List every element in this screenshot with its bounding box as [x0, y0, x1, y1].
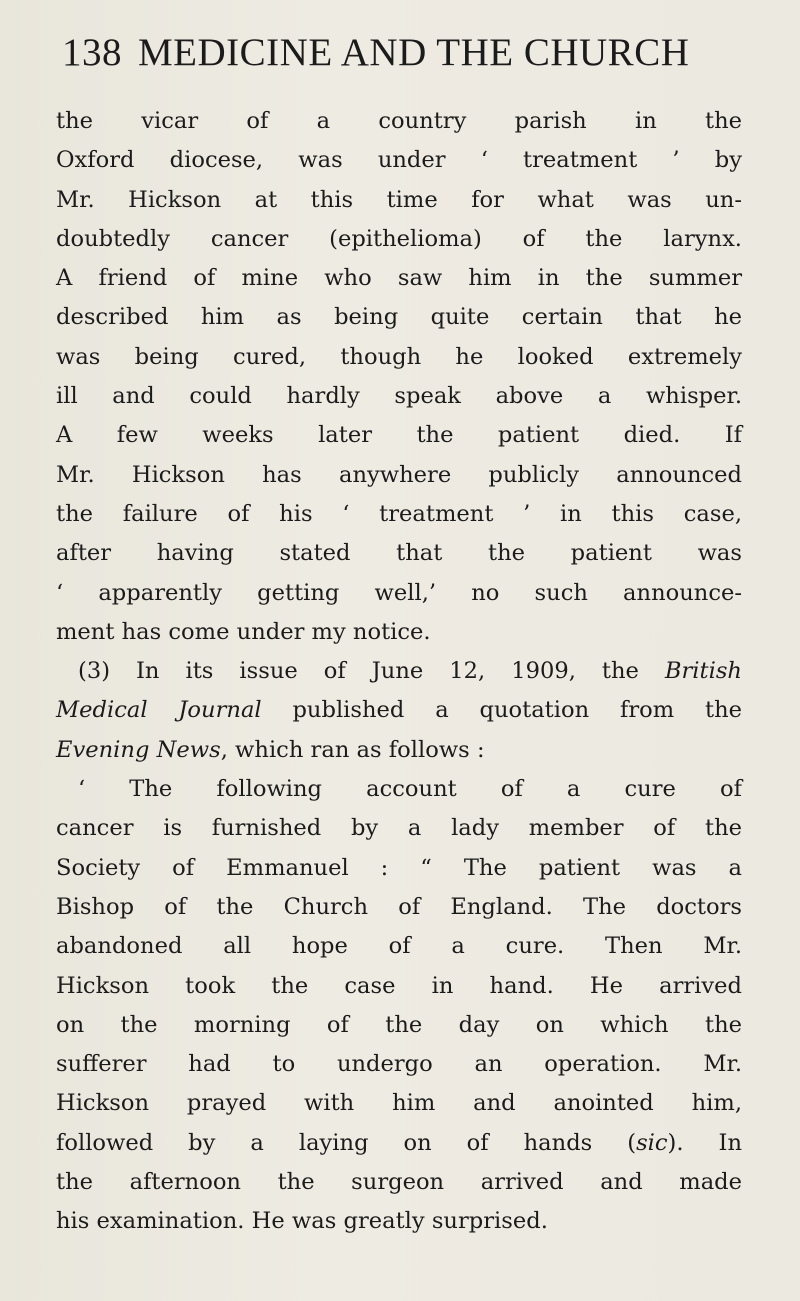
text-segment: sufferer had to undergo an operation. Mr. — [56, 1051, 742, 1078]
text-line — [56, 1084, 742, 1123]
text-line — [56, 888, 742, 927]
text-segment: the afternoon the surgeon arrived and made — [56, 1169, 742, 1196]
text-segment: , which ran as follows : — [220, 736, 485, 763]
text-line — [56, 259, 742, 298]
text-segment: ). In — [667, 1129, 743, 1156]
text-segment: ill and could hardly speak above a whisper. — [56, 383, 742, 410]
text-line — [56, 691, 742, 730]
text-segment: Bishop of the Church of England. The doctors — [56, 893, 742, 920]
text-line — [56, 770, 742, 809]
text-line — [56, 141, 742, 180]
text-segment: after having stated that the patient was — [56, 540, 742, 567]
text-segment: followed by a laying on of hands ( — [56, 1129, 637, 1156]
text-line — [56, 967, 742, 1006]
text-segment: ment has come under my notice. — [56, 618, 431, 645]
text-line — [56, 1045, 742, 1084]
text-line — [56, 809, 742, 848]
body-text — [56, 102, 742, 1242]
text-line — [56, 416, 742, 455]
text-segment: his examination. He was greatly surprised. — [56, 1208, 548, 1235]
text-segment: was being cured, though he looked extremely — [56, 343, 742, 370]
text-segment: (3) In its issue of June 12, 1909, the — [78, 658, 665, 685]
text-segment: cancer is furnished by a lady member of the — [56, 815, 742, 842]
text-segment: on the morning of the day on which the — [56, 1011, 742, 1038]
text-segment: ‘ The following account of a cure of — [78, 776, 742, 803]
text-line — [56, 1163, 742, 1202]
text-segment: Hickson took the case in hand. He arrived — [56, 972, 742, 999]
text-line — [56, 731, 742, 770]
text-line — [56, 1124, 742, 1163]
text-line — [56, 495, 742, 534]
page-number: 138 — [62, 31, 122, 74]
text-line — [56, 181, 742, 220]
text-segment: A friend of mine who saw him in the summer — [56, 265, 742, 292]
italic-text: sic — [636, 1129, 668, 1156]
text-line — [56, 613, 742, 652]
text-line — [56, 927, 742, 966]
text-line — [56, 338, 742, 377]
text-segment: doubtedly cancer (epithelioma) of the larynx. — [56, 225, 742, 252]
text-line — [56, 298, 742, 337]
text-segment: Mr. Hickson has anywhere publicly announced — [56, 461, 742, 488]
text-segment: Oxford diocese, was under ‘ treatment ’ by — [56, 147, 742, 174]
text-segment: described him as being quite certain that he — [56, 304, 742, 331]
text-line — [56, 220, 742, 259]
text-segment: Society of Emmanuel : “ The patient was a — [56, 854, 742, 881]
text-segment: Mr. Hickson at this time for what was un- — [56, 186, 742, 213]
text-segment: A few weeks later the patient died. If — [56, 422, 742, 449]
italic-text: Evening News — [56, 736, 221, 763]
text-line — [56, 377, 742, 416]
text-line — [56, 102, 742, 141]
italic-text: Medical Journal — [56, 697, 262, 724]
text-segment: published a quotation from the — [261, 697, 742, 724]
text-segment: the vicar of a country parish in the — [56, 108, 742, 134]
chapter-title: MEDICINE AND THE CHURCH — [138, 31, 690, 74]
text-line — [56, 534, 742, 573]
text-line — [56, 1006, 742, 1045]
text-segment: ‘ apparently getting well,’ no such announce- — [56, 579, 742, 606]
running-head — [62, 28, 742, 78]
text-segment: abandoned all hope of a cure. Then Mr. — [56, 933, 742, 960]
text-line — [56, 574, 742, 613]
italic-text: British — [664, 658, 742, 685]
text-line — [56, 1202, 742, 1241]
text-line — [56, 849, 742, 888]
text-line — [56, 456, 742, 495]
text-segment: the failure of his ‘ treatment ’ in this case, — [56, 500, 742, 527]
text-line — [56, 652, 742, 691]
text-segment: Hickson prayed with him and anointed him, — [56, 1090, 742, 1117]
